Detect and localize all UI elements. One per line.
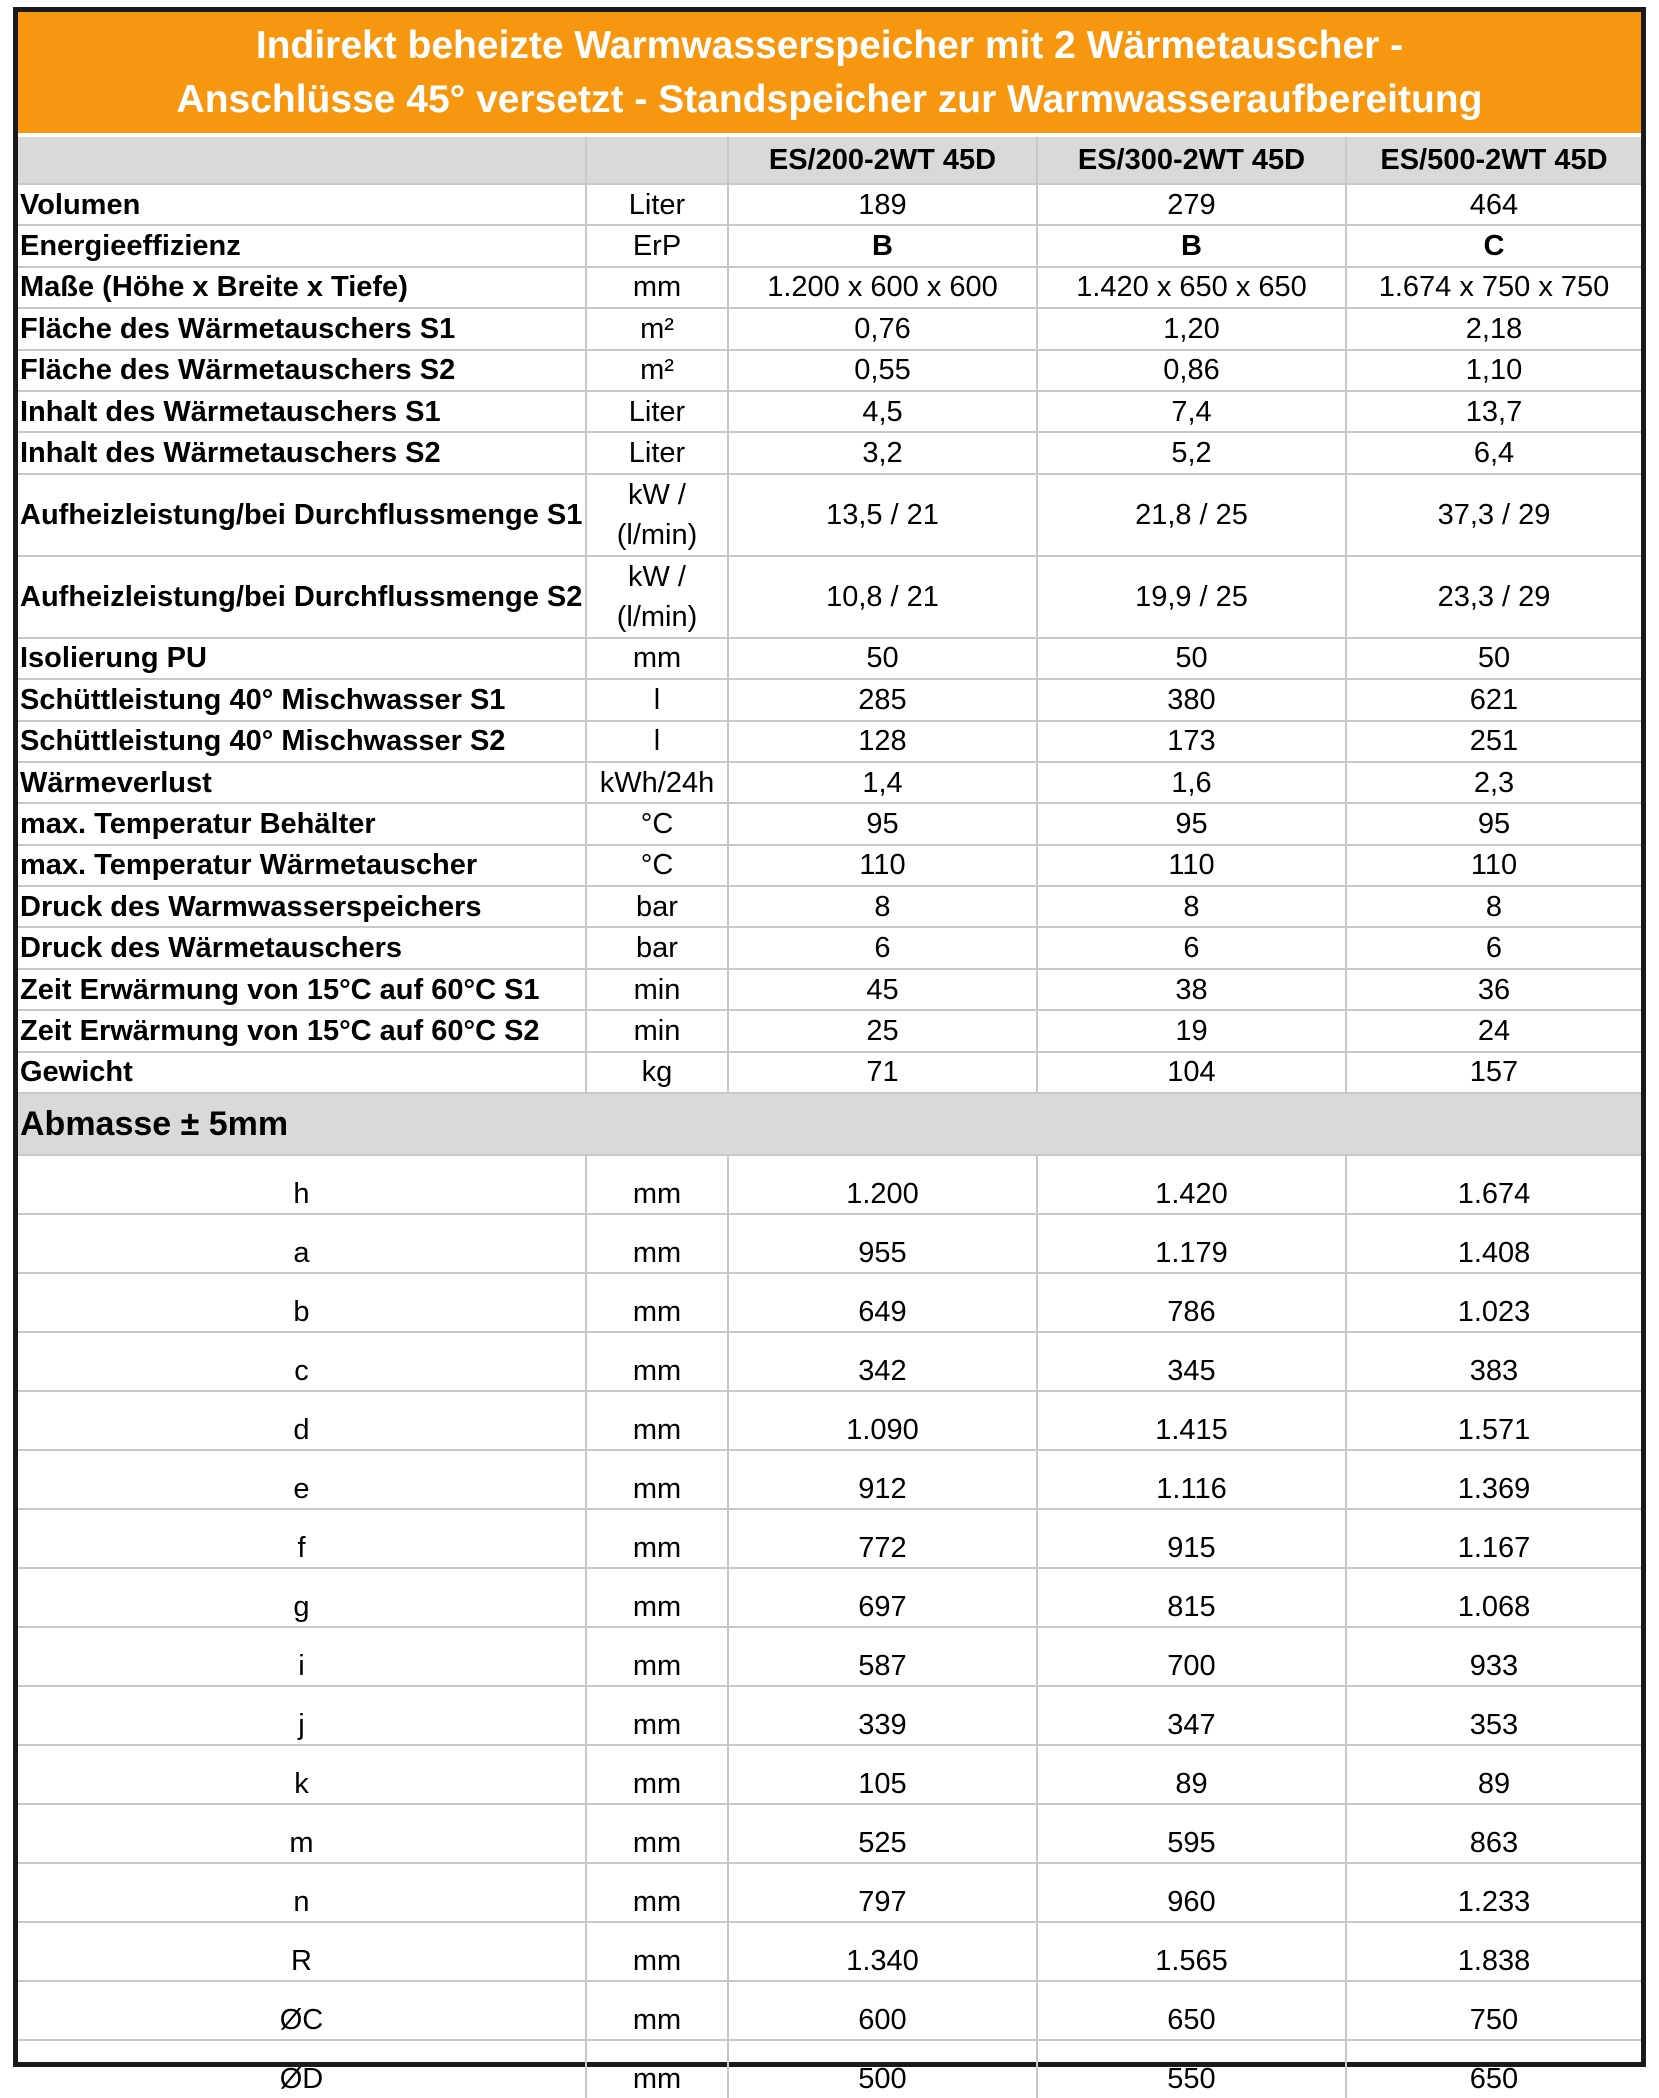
spec-row (18, 1052, 1641, 1093)
spec-unit: kg (586, 1052, 728, 1093)
dimension-value: 649 (728, 1273, 1037, 1332)
spec-label: Isolierung PU (18, 638, 586, 679)
dimension-value: 1.233 (1346, 1863, 1641, 1922)
spec-value: 110 (728, 845, 1037, 886)
spec-value: 4,5 (728, 391, 1037, 432)
dimension-row (18, 2040, 1641, 2098)
dimension-row (18, 1214, 1641, 1273)
spec-value: 1,20 (1037, 308, 1346, 349)
dimension-value: 1.023 (1346, 1273, 1641, 1332)
dimension-label: k (18, 1745, 586, 1804)
spec-value: 128 (728, 721, 1037, 762)
spec-row (18, 969, 1641, 1010)
spec-value: 8 (1037, 886, 1346, 927)
spec-row (18, 267, 1641, 308)
spec-row (18, 638, 1641, 679)
dimension-value: 500 (728, 2040, 1037, 2098)
dimension-label: n (18, 1863, 586, 1922)
spec-value: 6,4 (1346, 432, 1641, 473)
spec-label: Aufheizleistung/bei Durchflussmenge S2 (18, 556, 586, 638)
spec-value: 104 (1037, 1052, 1346, 1093)
spec-unit: kW / (l/min) (586, 556, 728, 638)
spec-value: 50 (1037, 638, 1346, 679)
dimension-unit: mm (586, 1568, 728, 1627)
spec-value: 1,4 (728, 762, 1037, 803)
dimension-unit: mm (586, 1509, 728, 1568)
dimension-value: 587 (728, 1627, 1037, 1686)
dimension-label: j (18, 1686, 586, 1745)
spec-value: 36 (1346, 969, 1641, 1010)
dimension-label: h (18, 1155, 586, 1214)
dimensions-section-title: Abmasse ± 5mm (18, 1093, 1641, 1155)
spec-unit: Liter (586, 432, 728, 473)
dimension-row (18, 1686, 1641, 1745)
dimension-row (18, 1804, 1641, 1863)
spec-label: Zeit Erwärmung von 15°C auf 60°C S1 (18, 969, 586, 1010)
spec-value: 6 (1346, 927, 1641, 968)
dimension-value: 697 (728, 1568, 1037, 1627)
dimension-value: 772 (728, 1509, 1037, 1568)
spec-row (18, 845, 1641, 886)
spec-value: 71 (728, 1052, 1037, 1093)
spec-value: 6 (1037, 927, 1346, 968)
spec-value: 7,4 (1037, 391, 1346, 432)
dimension-value: 1.340 (728, 1922, 1037, 1981)
dimension-row (18, 1450, 1641, 1509)
spec-value: 2,3 (1346, 762, 1641, 803)
dimension-value: 1.415 (1037, 1391, 1346, 1450)
dimension-value: 1.167 (1346, 1509, 1641, 1568)
dimension-value: 89 (1037, 1745, 1346, 1804)
spec-label: Aufheizleistung/bei Durchflussmenge S1 (18, 474, 586, 556)
dimension-unit: mm (586, 1922, 728, 1981)
dimension-value: 700 (1037, 1627, 1346, 1686)
spec-row (18, 350, 1641, 391)
dimension-value: 1.369 (1346, 1450, 1641, 1509)
dimension-label: c (18, 1332, 586, 1391)
spec-row (18, 886, 1641, 927)
dimension-value: 750 (1346, 1981, 1641, 2040)
dimension-value: 550 (1037, 2040, 1346, 2098)
spec-row (18, 432, 1641, 473)
datasheet (13, 7, 1646, 2096)
spec-label: Schüttleistung 40° Mischwasser S2 (18, 721, 586, 762)
dimension-unit: mm (586, 1863, 728, 1922)
dimension-unit: mm (586, 1981, 728, 2040)
model-header: ES/500-2WT 45D (1346, 137, 1641, 184)
spec-value: 13,7 (1346, 391, 1641, 432)
spec-value: 1.420 x 650 x 650 (1037, 267, 1346, 308)
spec-unit: bar (586, 927, 728, 968)
spec-value: 1.674 x 750 x 750 (1346, 267, 1641, 308)
dimension-value: 1.838 (1346, 1922, 1641, 1981)
dimension-label: g (18, 1568, 586, 1627)
spec-value: 8 (728, 886, 1037, 927)
spec-value: 50 (1346, 638, 1641, 679)
table-header-row (18, 137, 1641, 184)
spec-value: 279 (1037, 184, 1346, 225)
dimension-value: 960 (1037, 1863, 1346, 1922)
dimension-unit: mm (586, 1214, 728, 1273)
spec-value: 189 (728, 184, 1037, 225)
dimension-label: e (18, 1450, 586, 1509)
title-banner (18, 12, 1641, 137)
dimension-value: 650 (1469, 2063, 1519, 2096)
dimension-value: 1.571 (1346, 1391, 1641, 1450)
dimension-row (18, 1922, 1641, 1981)
title-line-1: Indirekt beheizte Warmwasserspeicher mit 2 Wärmetauscher - (255, 23, 1404, 67)
dimension-value: 345 (1037, 1332, 1346, 1391)
dimension-value: 525 (728, 1804, 1037, 1863)
dimension-value: 342 (728, 1332, 1037, 1391)
spec-value: 50 (728, 638, 1037, 679)
spec-value: 19,9 / 25 (1037, 556, 1346, 638)
spec-value: 19 (1037, 1010, 1346, 1051)
spec-table (18, 137, 1641, 2098)
spec-value: 1.200 x 600 x 600 (728, 267, 1037, 308)
dimension-value: 797 (728, 1863, 1037, 1922)
spec-unit: mm (586, 267, 728, 308)
spec-label: Volumen (18, 184, 586, 225)
dimension-row (18, 1273, 1641, 1332)
spec-unit: l (586, 721, 728, 762)
dimension-row (18, 1568, 1641, 1627)
spec-label: max. Temperatur Behälter (18, 803, 586, 844)
spec-value: 21,8 / 25 (1037, 474, 1346, 556)
dimension-value: 595 (1037, 1804, 1346, 1863)
model-header: ES/200-2WT 45D (728, 137, 1037, 184)
dimension-row (18, 1627, 1641, 1686)
spec-label: Zeit Erwärmung von 15°C auf 60°C S2 (18, 1010, 586, 1051)
spec-unit: kW / (l/min) (586, 474, 728, 556)
dimension-label: i (18, 1627, 586, 1686)
dimension-value: 1.408 (1346, 1214, 1641, 1273)
spec-label: Wärmeverlust (18, 762, 586, 803)
dimension-row (18, 1391, 1641, 1450)
dimension-value: 1.420 (1037, 1155, 1346, 1214)
dimension-label: d (18, 1391, 586, 1450)
spec-label: Fläche des Wärmetauschers S1 (18, 308, 586, 349)
spec-row (18, 1010, 1641, 1051)
spec-row (18, 803, 1641, 844)
title-line-2: Anschlüsse 45° versetzt - Standspeicher zur Warmwasseraufbereitung (176, 77, 1483, 121)
dimension-label: ØD (18, 2040, 586, 2098)
dimension-label: R (18, 1922, 586, 1981)
spec-value: 0,76 (728, 308, 1037, 349)
dimension-unit: mm (586, 1627, 728, 1686)
dimension-value: 1.090 (728, 1391, 1037, 1450)
spec-row (18, 474, 1641, 556)
dimension-value: 1.068 (1346, 1568, 1641, 1627)
spec-label: Druck des Wärmetauschers (18, 927, 586, 968)
dimension-value: 863 (1346, 1804, 1641, 1863)
spec-label: Inhalt des Wärmetauschers S2 (18, 432, 586, 473)
spec-value: 110 (1346, 845, 1641, 886)
spec-label: Inhalt des Wärmetauschers S1 (18, 391, 586, 432)
dimension-row (18, 1745, 1641, 1804)
spec-value: 95 (1346, 803, 1641, 844)
spec-value: 8 (1346, 886, 1641, 927)
dimension-label: b (18, 1273, 586, 1332)
spec-value: 380 (1037, 679, 1346, 720)
dimension-value: 347 (1037, 1686, 1346, 1745)
spec-value: 3,2 (728, 432, 1037, 473)
dimension-value: 650 (1037, 1981, 1346, 2040)
spec-value: B (1037, 225, 1346, 266)
spec-value: 173 (1037, 721, 1346, 762)
dimension-unit: mm (586, 1155, 728, 1214)
dimension-label: m (18, 1804, 586, 1863)
spec-row (18, 391, 1641, 432)
spec-label: Druck des Warmwasserspeichers (18, 886, 586, 927)
dimension-label: ØC (18, 1981, 586, 2040)
spec-value: 2,18 (1346, 308, 1641, 349)
spec-unit: min (586, 1010, 728, 1051)
dimension-row (18, 1981, 1641, 2040)
spec-value: 38 (1037, 969, 1346, 1010)
dimension-label: a (18, 1214, 586, 1273)
spec-value: 1,10 (1346, 350, 1641, 391)
spec-value: 285 (728, 679, 1037, 720)
dimension-row (18, 1155, 1641, 1214)
dimension-value: 1.116 (1037, 1450, 1346, 1509)
dimension-label: f (18, 1509, 586, 1568)
spec-unit: m² (586, 308, 728, 349)
spec-unit: l (586, 679, 728, 720)
spec-value: 37,3 / 29 (1346, 474, 1641, 556)
dimensions-section-row (18, 1093, 1641, 1155)
dimension-row (18, 1332, 1641, 1391)
spec-value: 6 (728, 927, 1037, 968)
dimension-unit: mm (586, 1332, 728, 1391)
spec-value: 13,5 / 21 (728, 474, 1037, 556)
spec-value: 23,3 / 29 (1346, 556, 1641, 638)
dimension-value: 600 (728, 1981, 1037, 2040)
spec-unit: °C (586, 803, 728, 844)
spec-value: 0,55 (728, 350, 1037, 391)
dimension-unit: mm (586, 1745, 728, 1804)
spec-value: 10,8 / 21 (728, 556, 1037, 638)
spec-label: Maße (Höhe x Breite x Tiefe) (18, 267, 586, 308)
dimension-unit: mm (586, 1391, 728, 1450)
dimension-value: 89 (1346, 1745, 1641, 1804)
dimension-value: 105 (728, 1745, 1037, 1804)
spec-unit: °C (586, 845, 728, 886)
spec-value: 251 (1346, 721, 1641, 762)
spec-value: 157 (1346, 1052, 1641, 1093)
spec-unit: Liter (586, 391, 728, 432)
dimension-value: 1.674 (1346, 1155, 1641, 1214)
spec-label: max. Temperatur Wärmetauscher (18, 845, 586, 886)
dimension-value: 1.565 (1037, 1922, 1346, 1981)
dimension-value: 915 (1037, 1509, 1346, 1568)
spec-row (18, 679, 1641, 720)
spec-value: 1,6 (1037, 762, 1346, 803)
spec-value: 5,2 (1037, 432, 1346, 473)
spec-value: C (1346, 225, 1641, 266)
dimension-value: 1.179 (1037, 1214, 1346, 1273)
dimension-value: 955 (728, 1214, 1037, 1273)
dimension-value: 339 (728, 1686, 1037, 1745)
spec-row (18, 308, 1641, 349)
spec-value: 95 (728, 803, 1037, 844)
dimension-unit: mm (586, 2040, 728, 2098)
dimension-unit: mm (586, 1686, 728, 1745)
spec-unit: kWh/24h (586, 762, 728, 803)
spec-label: Energieeffizienz (18, 225, 586, 266)
spec-value: 0,86 (1037, 350, 1346, 391)
spec-label: Schüttleistung 40° Mischwasser S1 (18, 679, 586, 720)
dimension-unit: mm (586, 1450, 728, 1509)
spec-unit: Liter (586, 184, 728, 225)
spec-label: Gewicht (18, 1052, 586, 1093)
dimension-value: 933 (1346, 1627, 1641, 1686)
dimension-value: 1.200 (728, 1155, 1037, 1214)
spec-unit: min (586, 969, 728, 1010)
header-label-cell (18, 137, 586, 184)
spec-label: Fläche des Wärmetauschers S2 (18, 350, 586, 391)
spec-row (18, 721, 1641, 762)
dimension-value: 815 (1037, 1568, 1346, 1627)
spec-row (18, 225, 1641, 266)
spec-value: 24 (1346, 1010, 1641, 1051)
dimension-value: 786 (1037, 1273, 1346, 1332)
spec-row (18, 762, 1641, 803)
spec-unit: m² (586, 350, 728, 391)
spec-row (18, 556, 1641, 638)
model-header: ES/300-2WT 45D (1037, 137, 1346, 184)
spec-unit: mm (586, 638, 728, 679)
spec-value: 621 (1346, 679, 1641, 720)
dimension-value: 383 (1346, 1332, 1641, 1391)
spec-row (18, 184, 1641, 225)
header-unit-cell (586, 137, 728, 184)
spec-unit: bar (586, 886, 728, 927)
dimension-unit: mm (586, 1273, 728, 1332)
spec-value: 464 (1346, 184, 1641, 225)
spec-value: B (728, 225, 1037, 266)
dimension-value: 912 (728, 1450, 1037, 1509)
spec-unit: ErP (586, 225, 728, 266)
spec-value: 95 (1037, 803, 1346, 844)
spec-value: 45 (728, 969, 1037, 1010)
dimension-row (18, 1509, 1641, 1568)
spec-row (18, 927, 1641, 968)
spec-value: 25 (728, 1010, 1037, 1051)
spec-value: 110 (1037, 845, 1346, 886)
dimension-row (18, 1863, 1641, 1922)
dimension-unit: mm (586, 1804, 728, 1863)
dimension-value: 353 (1346, 1686, 1641, 1745)
